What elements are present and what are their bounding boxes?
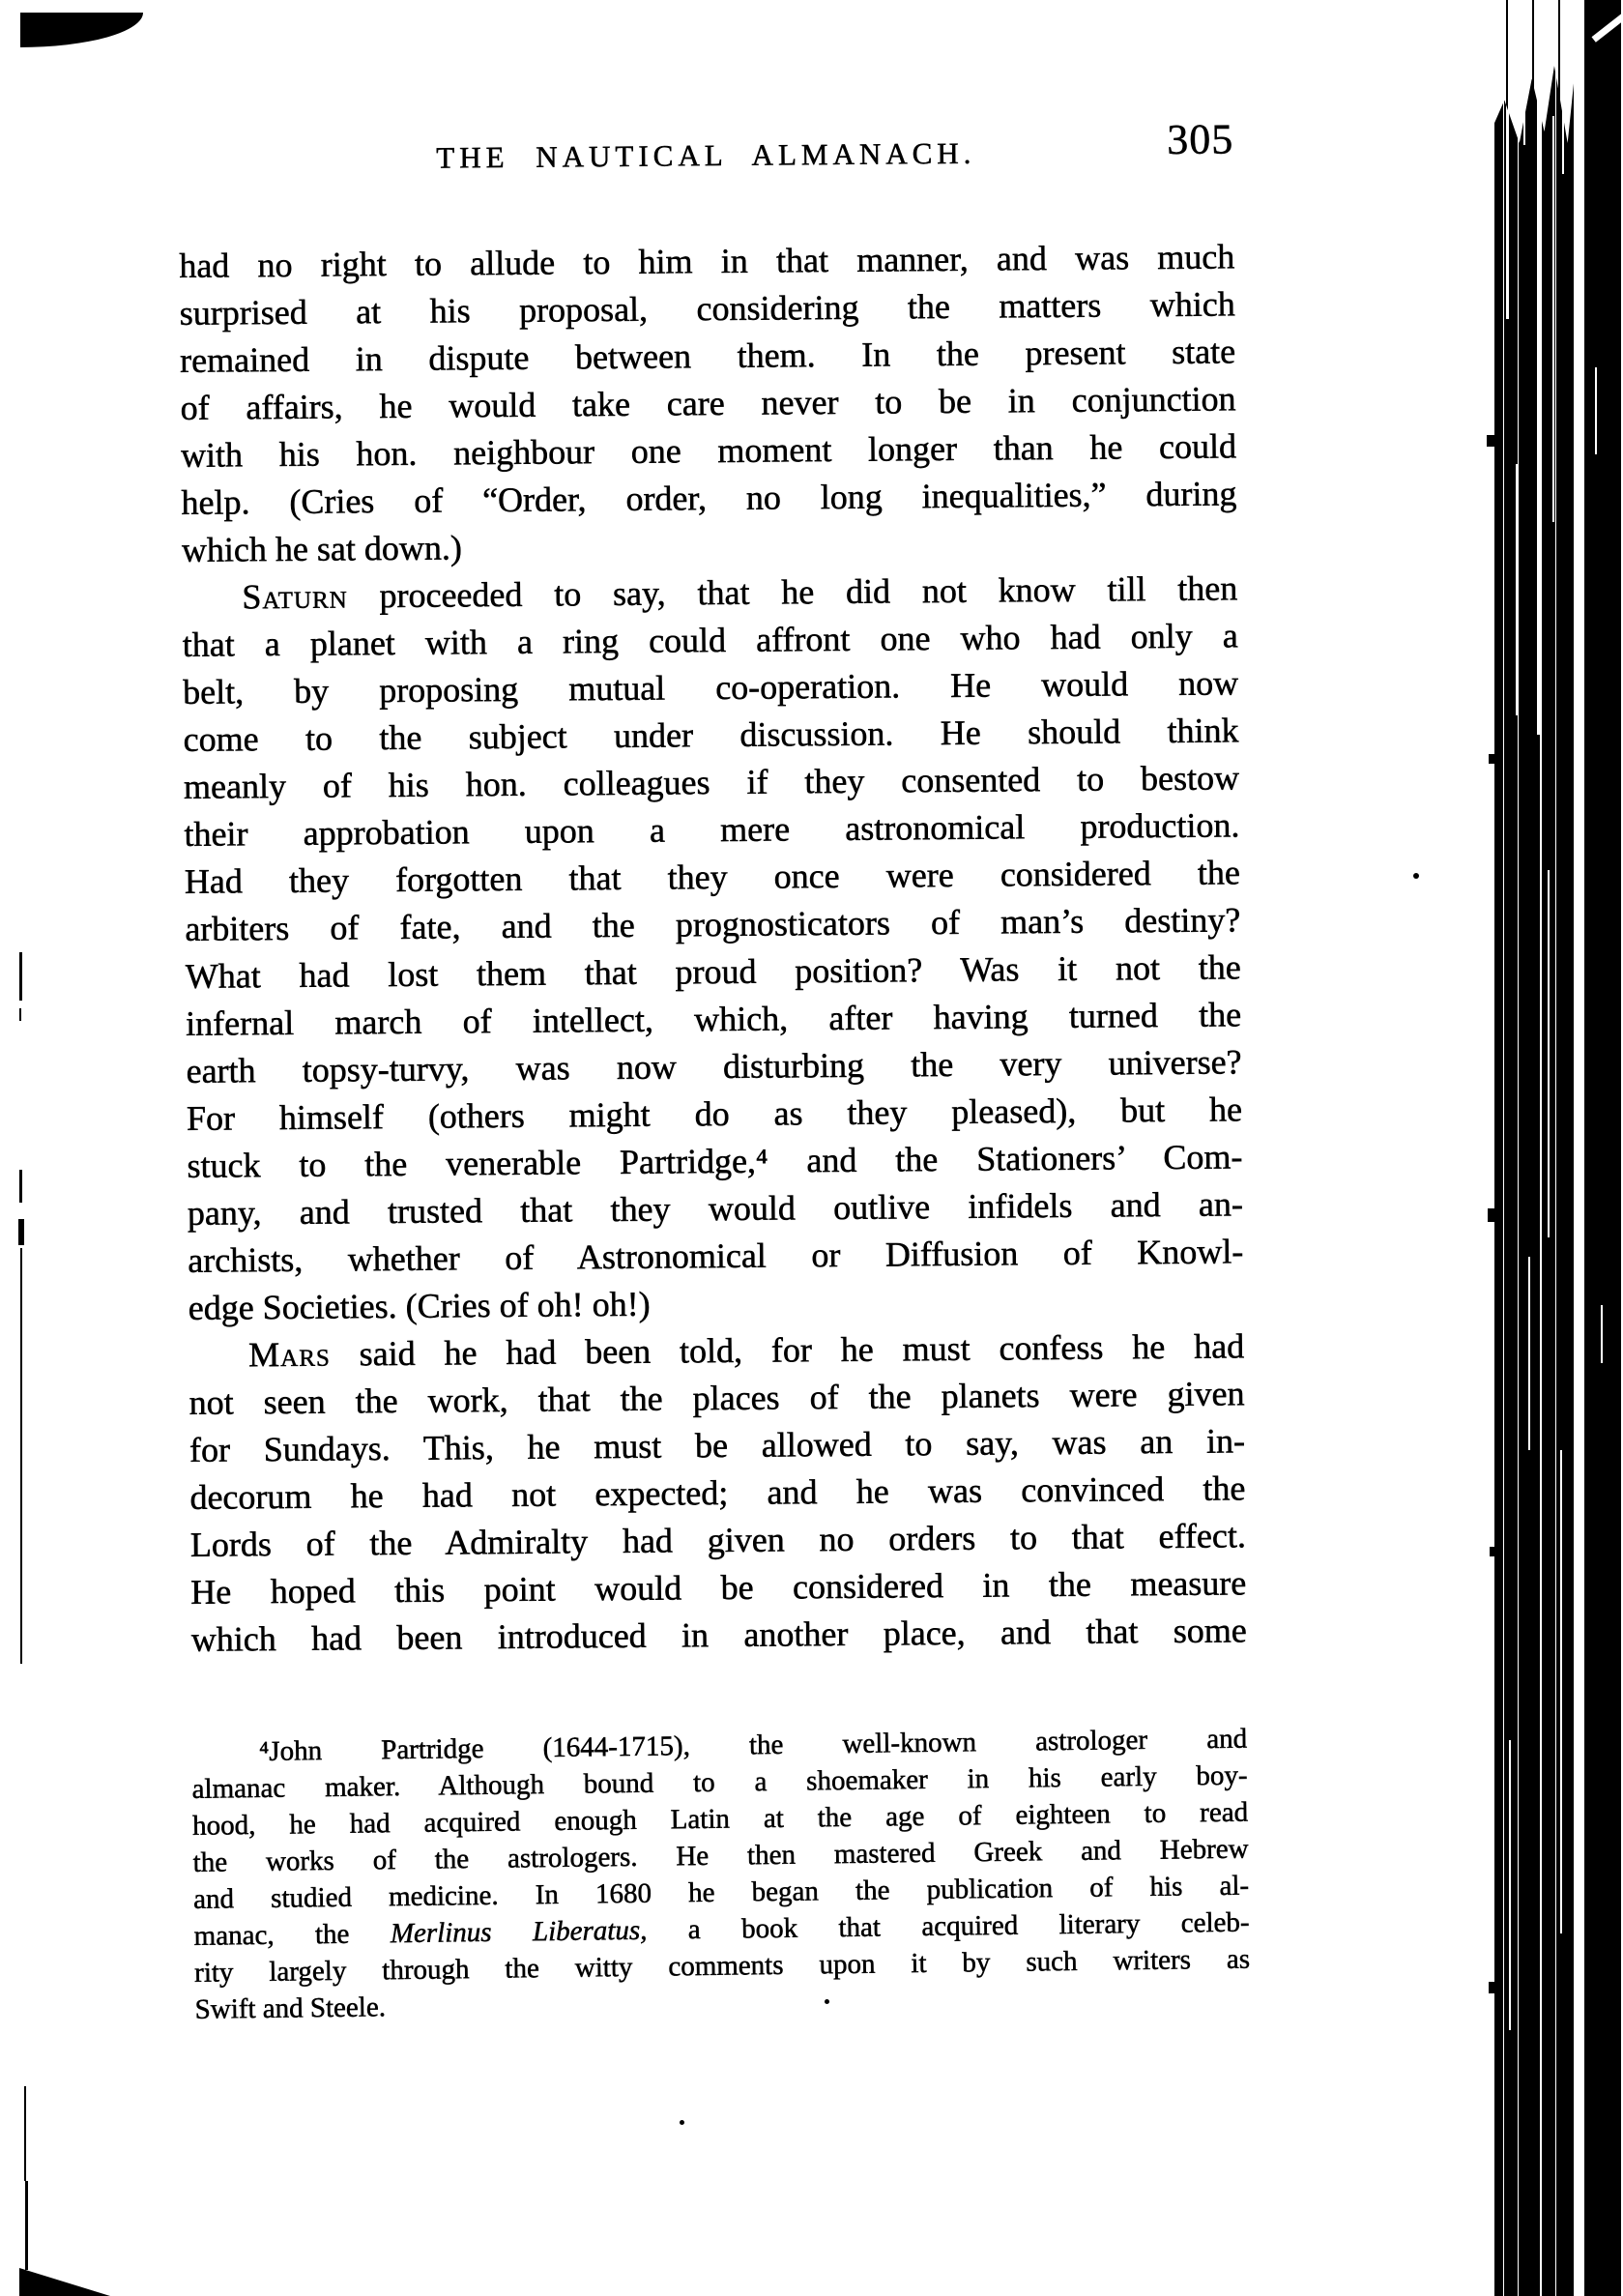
text-line: belt, by proposing mutual co-operation. He would now	[183, 663, 1239, 712]
text-line: rity largely through the witty comments upon it by such writers as	[193, 1943, 1251, 1989]
text-line: come to the subject under discussion. He should think	[183, 711, 1239, 759]
ink-speck	[825, 1999, 829, 2004]
text-line: help. (Cries of “Order, order, no long inequalities,” during	[181, 474, 1237, 522]
text-line: hood, he had acquired enough Latin at the age of eighteen to read	[191, 1796, 1249, 1842]
italic-title: Merlinus Liberatus,	[390, 1914, 648, 1950]
text-line: ⁴John Partridge (1644-1715), the well-known astrologer and	[258, 1723, 1248, 1767]
band-fray	[1488, 1208, 1494, 1222]
page-edge-highlight	[1516, 464, 1518, 715]
text-line: of affairs, he would take care never to be in conjunction	[180, 379, 1236, 427]
paragraph	[188, 1322, 1247, 1664]
paragraph	[182, 565, 1244, 1331]
band-fray	[1489, 754, 1494, 764]
band-fray	[1487, 435, 1494, 447]
text-line: What had lost them that proud position? Was it not the	[185, 947, 1241, 996]
margin-line	[25, 2181, 28, 2270]
text-line: archists, whether of Astronomical or Diffusion of Knowl-	[188, 1232, 1244, 1280]
gutter-white-channel	[1574, 0, 1584, 2296]
text-line: almanac maker. Although bound to a shoemaker in his early boy-	[191, 1759, 1248, 1805]
paragraph	[179, 233, 1237, 574]
text-line: surprised at his proposal, considering the matters which	[179, 284, 1235, 333]
gutter-cover-edge	[1584, 0, 1621, 2296]
page-number: 305	[1167, 115, 1234, 164]
text-line: that a planet with a ring could affront one who had only a	[182, 616, 1238, 664]
text-line: edge Societies. (Cries of oh! oh!)	[188, 1284, 651, 1327]
band-fray	[1489, 1982, 1494, 1993]
margin-line	[19, 952, 22, 1001]
text-line: the works of the astrologers. He then mastered Greek and Hebrew	[192, 1833, 1249, 1878]
paragraph	[191, 1721, 1251, 2028]
text-line: infernal march of intellect, which, after having turned the	[186, 995, 1242, 1043]
footnote	[191, 1721, 1251, 2028]
text-line: with his hon. neighbour one moment longer than he could	[180, 426, 1237, 475]
page-edge-highlight	[1595, 367, 1597, 454]
text-line: and studied medicine. In 1680 he began the publication of his al-	[192, 1870, 1250, 1915]
margin-line	[24, 2086, 26, 2181]
margin-line	[18, 1219, 24, 1245]
text-line: manac, the Merlinus Liberatus, a book that acquired literary celeb-	[193, 1906, 1250, 1952]
text-line: which had been introduced in another place, and that some	[190, 1611, 1247, 1659]
small-caps-name: Saturn	[242, 576, 348, 617]
text-line: arbiters of fate, and the prognosticators of man’s destiny?	[185, 900, 1241, 948]
margin-line	[19, 1008, 21, 1021]
text-line: He hoped this point would be considered in the measure	[190, 1563, 1247, 1612]
text-line: not seen the work, that the places of the planets were given	[188, 1374, 1245, 1422]
text-line: Lords of the Admiralty had given no orders to that effect.	[189, 1516, 1247, 1564]
text-line: pany, and trusted that they would outlive infidels and an-	[187, 1184, 1244, 1233]
text-line: stuck to the venerable Partridge,⁴ and the Stationers’ Com-	[187, 1137, 1243, 1185]
page-header	[178, 115, 1234, 191]
text-line: had no right to allude to him in that manner, and was much	[179, 237, 1235, 285]
text-line: which he sat down.)	[181, 528, 463, 569]
running-title: THE NAUTICAL ALMANACH.	[436, 135, 976, 175]
text-line: Saturn proceeded to say, that he did not know till then	[242, 568, 1238, 617]
page-edge-highlight	[1528, 1257, 1530, 1450]
margin-line	[20, 1248, 22, 1664]
ink-speck	[1413, 873, 1419, 879]
page-edge-highlight	[1601, 1305, 1603, 1363]
text-line: remained in dispute between them. In the present state	[180, 332, 1236, 380]
page-edge-highlight	[1560, 1450, 1562, 1933]
text-line: decorum he had not expected; and he was convinced the	[189, 1468, 1246, 1517]
body-text	[179, 233, 1247, 1663]
scan-gutter-band	[1494, 0, 1623, 2296]
ink-speck	[680, 2120, 684, 2125]
text-line: Had they forgotten that they once were considered the	[184, 853, 1241, 901]
gutter-page-edges	[1494, 0, 1574, 2296]
text-line: for Sundays. This, he must be allowed to say, was an in-	[188, 1421, 1246, 1469]
text-line: their approbation upon a mere astronomical production.	[184, 805, 1240, 854]
page-edge-highlight	[1509, 1740, 1511, 2030]
small-caps-name: Mars	[248, 1334, 332, 1375]
band-fray	[1490, 1547, 1494, 1556]
text-line: Swift and Steele.	[194, 1991, 387, 2025]
page-edge-highlight	[1548, 870, 1550, 1237]
margin-line	[19, 1170, 22, 1203]
text-line: meanly of his hon. colleagues if they consented to bestow	[183, 758, 1240, 806]
text-line: earth topsy-turvy, was now disturbing the very universe?	[186, 1042, 1242, 1090]
text-line: Mars said he had been told, for he must confess he had	[248, 1326, 1245, 1375]
text-line: For himself (others might do as they pleased), but he	[186, 1090, 1243, 1138]
page-edge-highlight	[1552, 116, 1554, 522]
